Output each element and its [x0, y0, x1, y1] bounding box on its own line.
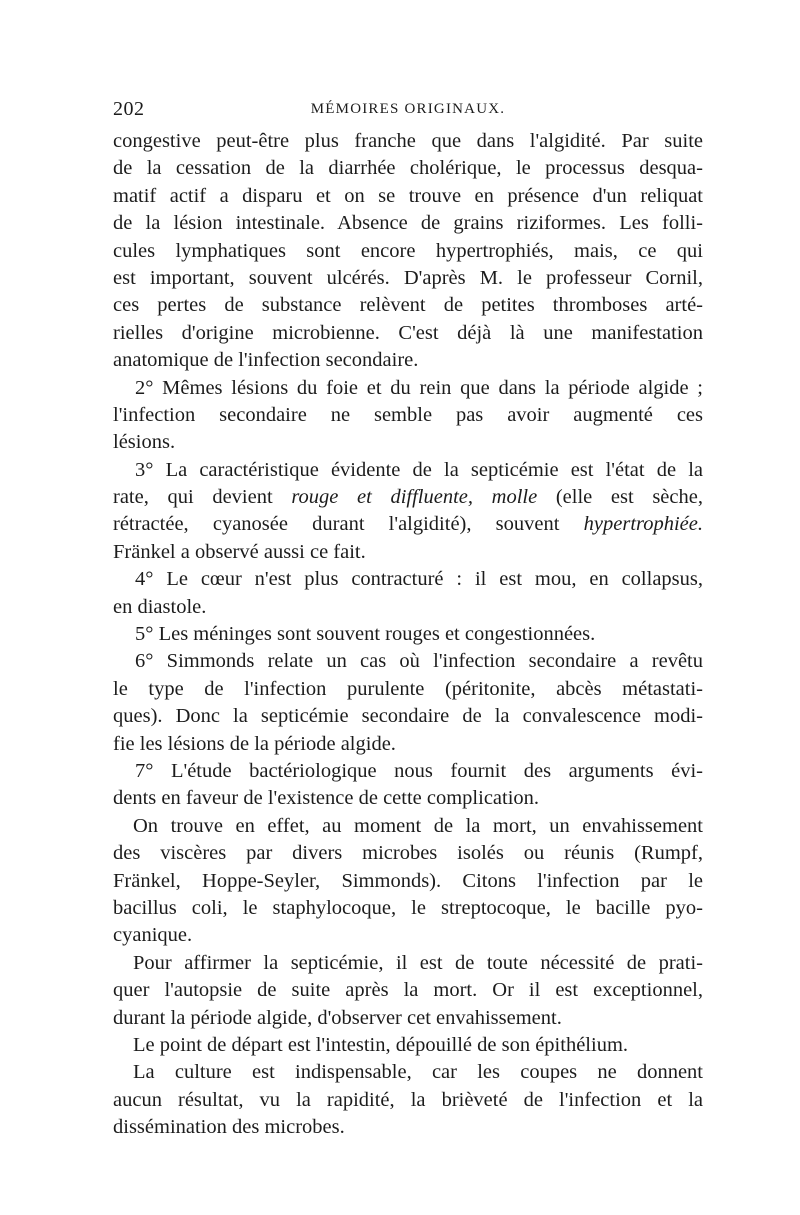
- text-line: ces pertes de substance relèvent de petites thromboses arté-: [113, 294, 703, 317]
- text-line: 5° Les méninges sont souvent rouges et congestionnées.: [135, 623, 596, 646]
- text-segment: rétractée, cyanosée durant l'algidité), souvent: [113, 513, 584, 536]
- body-text: [113, 128, 703, 1141]
- text-line: Fränkel, Hoppe-Seyler, Simmonds). Citons l'infection par le: [113, 869, 703, 892]
- text-line: dissémination des microbes.: [113, 1116, 345, 1139]
- italic-text: hypertrophiée.: [583, 513, 703, 536]
- text-line: [113, 511, 703, 538]
- text-line: l'infection secondaire ne semble pas avoir augmenté ces: [113, 403, 703, 426]
- text-line: 6° Simmonds relate un cas où l'infection secondaire a revêtu: [135, 650, 703, 673]
- text-line: La culture est indispensable, car les coupes ne donnent: [133, 1061, 703, 1084]
- text-line: dents en faveur de l'existence de cette complication.: [113, 787, 540, 810]
- text-line: cules lymphatiques sont encore hypertrophiés, mais, ce qui: [113, 239, 703, 262]
- text-line: lésions.: [113, 431, 176, 454]
- text-line: anatomique de l'infection secondaire.: [113, 349, 419, 372]
- text-line: le type de l'infection purulente (péritonite, abcès métastati-: [113, 677, 703, 700]
- page-number: 202: [113, 98, 145, 120]
- text-line: [113, 484, 703, 511]
- running-title: MÉMOIRES ORIGINAUX.: [310, 101, 506, 117]
- text-line: Le point de départ est l'intestin, dépouillé de son épithélium.: [133, 1033, 629, 1056]
- running-header: [113, 98, 703, 124]
- text-line: Fränkel a observé aussi ce fait.: [113, 540, 366, 563]
- text-segment: (elle est sèche,: [537, 486, 703, 509]
- text-line: 2° Mêmes lésions du foie et du rein que dans la période algide ;: [135, 376, 703, 399]
- text-line: ques). Donc la septicémie secondaire de la convalescence modi-: [113, 705, 703, 728]
- text-line: matif actif a disparu et on se trouve en présence d'un reliquat: [113, 184, 703, 207]
- text-line: congestive peut-être plus franche que dans l'algidité. Par suite: [113, 130, 703, 152]
- text-line: des viscères par divers microbes isolés ou réunis (Rumpf,: [113, 842, 703, 865]
- text-line: de la cessation de la diarrhée cholérique, le processus desqua-: [113, 157, 703, 180]
- text-line: aucun résultat, vu la rapidité, la brièveté de l'infection et la: [113, 1088, 703, 1111]
- text-line: durant la période algide, d'observer cet envahissement.: [113, 1006, 562, 1029]
- text-line: 3° La caractéristique évidente de la septicémie est l'état de la: [135, 458, 703, 481]
- text-line: est important, souvent ulcérés. D'après M. le professeur Cornil,: [113, 266, 703, 289]
- text-line: Pour affirmer la septicémie, il est de toute nécessité de prati-: [133, 951, 703, 974]
- text-line: fie les lésions de la période algide.: [113, 732, 396, 755]
- text-line: quer l'autopsie de suite après la mort. Or il est exceptionnel,: [113, 979, 703, 1002]
- text-line: bacillus coli, le staphylocoque, le streptocoque, le bacille pyo-: [113, 896, 703, 919]
- text-segment: rate, qui devient: [113, 486, 292, 509]
- text-line: de la lésion intestinale. Absence de grains riziformes. Les folli-: [113, 212, 703, 235]
- text-line: 7° L'étude bactériologique nous fournit des arguments évi-: [135, 759, 703, 782]
- text-line: cyanique.: [113, 924, 193, 947]
- text-line: en diastole.: [113, 595, 207, 618]
- text-line: On trouve en effet, au moment de la mort, un envahissement: [133, 814, 703, 837]
- text-line: 4° Le cœur n'est plus contracturé : il est mou, en collapsus,: [135, 568, 703, 591]
- text-line: rielles d'origine microbienne. C'est déjà là une manifestation: [113, 321, 703, 344]
- italic-text: rouge et diffluente, molle: [291, 486, 538, 509]
